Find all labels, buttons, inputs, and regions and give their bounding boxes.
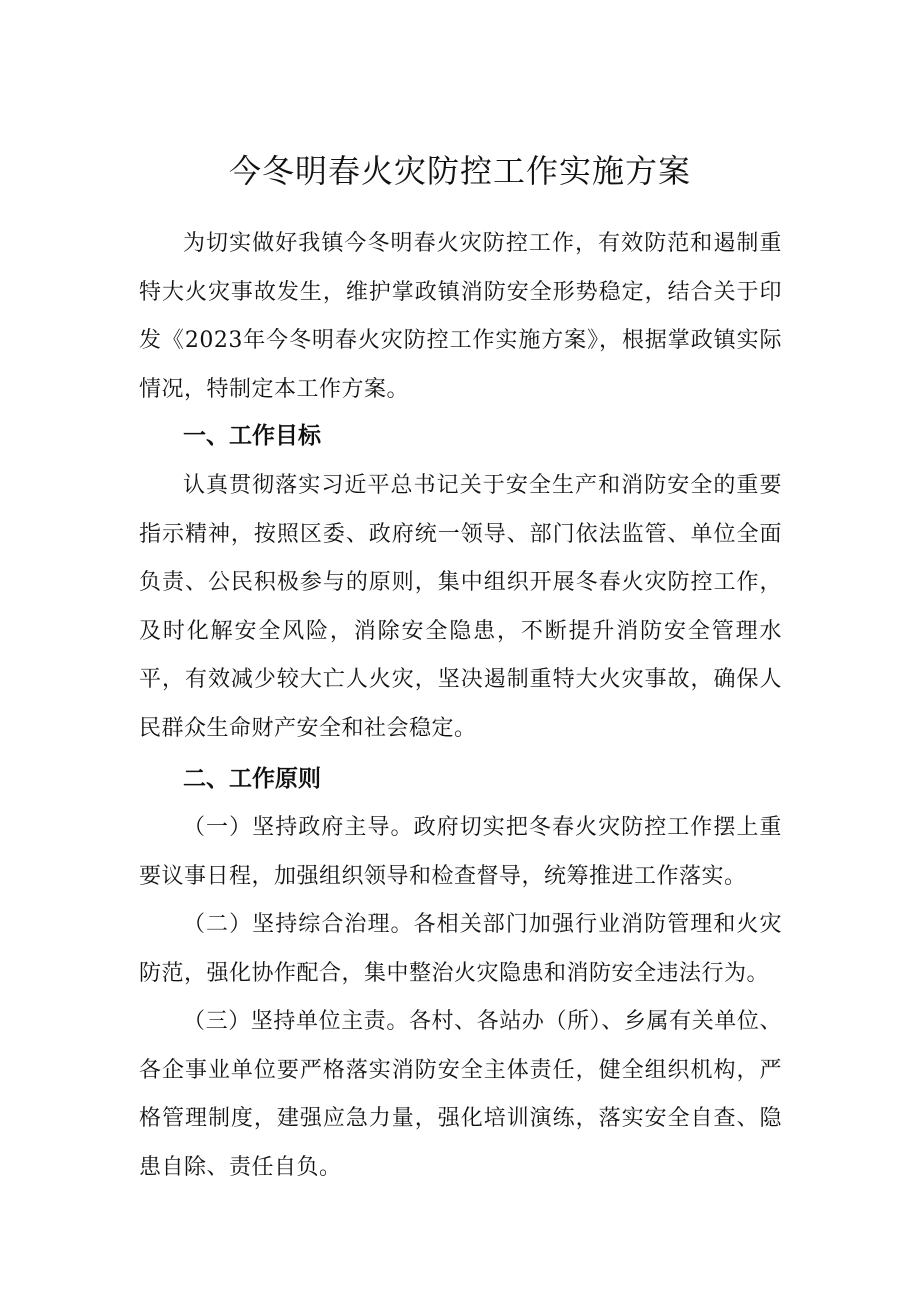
section-heading-goals: 一、工作目标 — [183, 423, 321, 449]
principle-item-3: （三）坚持单位主责。各村、各站办（所）、乡属有关单位、各企事业单位要严格落实消防安全主体责任，健全组织机构，严格管理制度，建强应急力量，强化培训演练，落实安全自查、隐患自除、责任自负。 — [139, 1009, 782, 1180]
section-heading-principles: 二、工作原则 — [183, 766, 321, 792]
goals-paragraph: 认真贯彻落实习近平总书记关于安全生产和消防安全的重要指示精神，按照区委、政府统一领导、部门依法监管、单位全面负责、公民积极参与的原则，集中组织开展冬春火灾防控工作，及时化解安全风险，消除安全隐患，不断提升消防安全管理水平，有效减少较大亡人火灾，坚决遏制重特大火灾事故，确保人民群众生命财产安全和社会稳定。 — [139, 473, 782, 741]
document-title: 今冬明春火灾防控工作实施方案 — [228, 152, 691, 190]
intro-paragraph: 为切实做好我镇今冬明春火灾防控工作，有效防范和遏制重特大火灾事故发生，维护掌政镇消防安全形势稳定，结合关于印发《2023年今冬明春火灾防控工作实施方案》，根据掌政镇实际情况，特制定本工作方案。 — [139, 231, 782, 402]
principle-item-1: （一）坚持政府主导。政府切实把冬春火灾防控工作摆上重要议事日程，加强组织领导和检查督导，统筹推进工作落实。 — [139, 815, 782, 889]
principle-item-2: （二）坚持综合治理。各相关部门加强行业消防管理和火灾防范，强化协作配合，集中整治火灾隐患和消防安全违法行为。 — [139, 912, 782, 986]
